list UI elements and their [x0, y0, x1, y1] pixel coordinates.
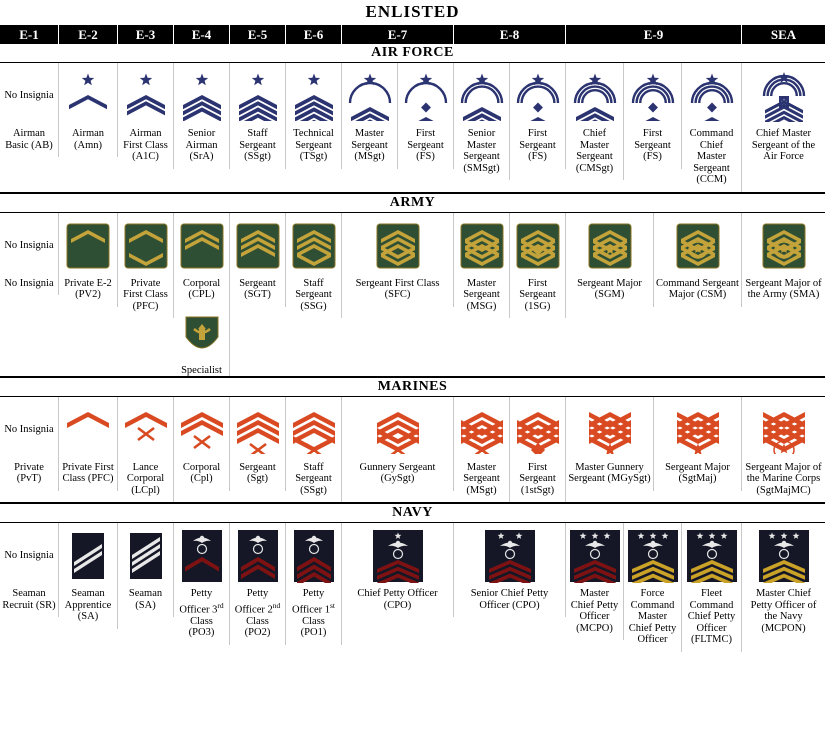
- rank-row: [0, 213, 825, 376]
- rank-cell: [454, 397, 510, 503]
- rank-insignia-af-ssgt: [230, 67, 285, 125]
- rank-cell: [510, 63, 566, 169]
- rank-insignia-nv-po3: [174, 527, 229, 585]
- rank-insignia-af-fs8: [510, 67, 565, 125]
- rank-insignia-af-sra: [174, 67, 229, 125]
- rank-insignia-nv-cpo: [342, 527, 453, 585]
- rank-insignia-mc-sgtmaj: [654, 401, 741, 459]
- rank-title: Sergeant First Class (SFC): [355, 277, 440, 300]
- rank-cell: [230, 523, 286, 645]
- rank-cell: [118, 523, 174, 617]
- rank-insignia-nv-sa3: [118, 527, 173, 585]
- rank-insignia-nv-sa2: [59, 527, 117, 585]
- rank-cell: [230, 213, 286, 307]
- rank-title: Seaman Apprentice (SA): [64, 588, 112, 622]
- rank-title: Private First Class (PFC): [62, 461, 114, 484]
- rank-cell: [624, 523, 682, 652]
- rank-title: Petty Officer 2nd Class (PO2): [234, 588, 281, 638]
- rank-cell: [118, 63, 174, 169]
- rank-cell: [59, 63, 118, 157]
- rank-title: Staff Sergeant (SSgt): [239, 128, 276, 162]
- rank-cell: [342, 397, 454, 491]
- rank-row: [0, 397, 825, 503]
- rank-insignia-nv-po2: [230, 527, 285, 585]
- rank-title: Airman First Class (A1C): [123, 128, 168, 162]
- rank-cell: [59, 397, 118, 491]
- rank-insignia-mc-msgt: [454, 401, 509, 459]
- rank-cell: [624, 63, 682, 169]
- rank-insignia-nv-fltmc: [682, 527, 741, 585]
- rank-title: Master Chief Petty Officer (MCPO): [570, 588, 619, 634]
- rank-insignia-af-tsgt: [286, 67, 341, 125]
- rank-insignia-mc-mgysgt: [566, 401, 653, 459]
- rank-cell: [566, 213, 654, 307]
- rank-insignia-af-msgt: [342, 67, 397, 125]
- page-title: ENLISTED: [365, 2, 460, 21]
- rank-title: Senior Master Sergeant (SMSgt): [463, 128, 500, 174]
- rank-cell: [742, 213, 825, 307]
- rank-cell: [118, 213, 174, 319]
- rank-title: Technical Sergeant (TSgt): [293, 128, 334, 162]
- rank-title: Private (PvT): [14, 461, 44, 484]
- rank-cell: [566, 397, 654, 491]
- rank-cell: [286, 213, 342, 319]
- rank-cell: [566, 63, 624, 180]
- rank-cell: [0, 523, 59, 617]
- rank-title: Sergeant (Sgt): [239, 461, 276, 484]
- rank-title: Corporal (CPL): [182, 277, 221, 300]
- rank-title: Sergeant (SGT): [239, 277, 276, 300]
- rank-cell: [230, 397, 286, 491]
- rank-title: Chief Master Sergeant of the Air Force: [751, 128, 816, 162]
- rank-cell: [510, 213, 566, 319]
- rank-insignia-ar-sfc: [342, 217, 453, 275]
- rank-insignia-ar-ssg: [286, 217, 341, 275]
- rank-cell: [654, 213, 742, 307]
- rank-extra: [174, 307, 229, 376]
- rank-title: Command Chief Master Sergeant (CCM): [689, 128, 734, 185]
- rank-cell: [742, 397, 825, 503]
- rank-insignia-nv-po1: [286, 527, 341, 585]
- branch-title: NAVY: [0, 502, 825, 523]
- branch-section-army: [0, 192, 825, 376]
- grade-header-e-1: E-1: [0, 25, 59, 44]
- rank-title: Master Gunnery Sergeant (MGySgt): [568, 461, 651, 484]
- rank-insignia-nv-scpo: [454, 527, 565, 585]
- rank-insignia-ar-spc: [174, 307, 229, 365]
- rank-cell: [174, 397, 230, 491]
- rank-cell: [0, 63, 59, 157]
- rank-title: Gunnery Sergeant (GySgt): [359, 461, 436, 484]
- rank-cell: [286, 523, 342, 645]
- grade-header-e-6: E-6: [286, 25, 342, 44]
- rank-title: First Sergeant (FS): [519, 128, 556, 162]
- rank-cell: [682, 523, 742, 652]
- rank-insignia-af-smsgt: [454, 67, 509, 125]
- rank-title: Petty Officer 3rd Class (PO3): [179, 588, 224, 638]
- rank-cell: [566, 523, 624, 640]
- rank-title: Lance Corporal (LCpl): [126, 461, 165, 496]
- rank-title: Seaman Recruit (SR): [2, 588, 56, 611]
- rank-insignia-nv-fcmc: [624, 527, 681, 585]
- rank-insignia-ar-cpl: [174, 217, 229, 275]
- rank-title: Chief Master Sergeant (CMSgt): [575, 128, 614, 174]
- rank-title: Corporal (Cpl): [182, 461, 221, 484]
- rank-title: Sergeant Major of the Marine Corps (SgtMajMC): [745, 461, 822, 496]
- grade-header-e-3: E-3: [118, 25, 174, 44]
- rank-cell: [174, 63, 230, 169]
- rank-insignia-mc-cpl: [174, 401, 229, 459]
- rank-insignia-ar-1sg: [510, 217, 565, 275]
- rank-insignia-af-fs7: [398, 67, 453, 125]
- rank-insignia-af-amn: [59, 67, 117, 125]
- rank-extra-label: Specialist: [181, 364, 222, 376]
- rank-cell: [59, 523, 118, 629]
- rank-cell: [59, 213, 118, 307]
- rank-cell: [454, 63, 510, 180]
- branch-section-navy: [0, 502, 825, 652]
- rank-title: Master Sergeant (MSG): [463, 277, 500, 312]
- no-insignia-label: No Insignia: [4, 239, 54, 251]
- grade-header-e-2: E-2: [59, 25, 118, 44]
- rank-insignia-af-ccm: [682, 67, 741, 125]
- rank-insignia-ar-pfc: [118, 217, 173, 275]
- rank-title: Airman Basic (AB): [5, 128, 53, 151]
- branch-section-marines: [0, 376, 825, 503]
- no-insignia-label: No Insignia: [4, 423, 54, 435]
- rank-cell: [454, 213, 510, 319]
- rank-cell: [654, 397, 742, 491]
- rank-cell: [118, 397, 174, 503]
- rank-insignia-ar-pv2: [59, 217, 117, 275]
- rank-cell: [682, 63, 742, 192]
- rank-title: No Insignia: [4, 277, 54, 289]
- rank-title: Private E-2 (PV2): [64, 277, 112, 300]
- rank-insignia-mc-sgtmajmc: [742, 401, 825, 459]
- rank-title: Staff Sergeant (SSgt): [295, 461, 332, 496]
- rank-cell: [286, 397, 342, 503]
- branch-sections: [0, 44, 825, 652]
- grade-header-e-9: E-9: [566, 25, 742, 44]
- branch-title: ARMY: [0, 192, 825, 213]
- rank-title: Staff Sergeant (SSG): [295, 277, 332, 312]
- rank-insignia-nv-mcpo: [566, 527, 623, 585]
- rank-title: Command Sergeant Major (CSM): [656, 277, 739, 300]
- rank-cell: [0, 213, 59, 296]
- grade-header-sea: SEA: [770, 27, 797, 42]
- rank-title: First Sergeant (FS): [407, 128, 444, 162]
- rank-insignia-mc-ssgt: [286, 401, 341, 459]
- rank-cell: [342, 63, 398, 169]
- rank-insignia-ar-sma: [742, 217, 825, 275]
- branch-title: AIR FORCE: [0, 44, 825, 63]
- grade-header-e-7: E-7: [342, 25, 454, 44]
- rank-title: Senior Chief Petty Officer (CPO): [470, 588, 549, 611]
- rank-title: Master Sergeant (MSgt): [351, 128, 388, 162]
- rank-title: Seaman (SA): [128, 588, 163, 611]
- rank-title: Petty Officer 1st Class (PO1): [291, 588, 335, 638]
- rank-title: Sergeant Major of the Army (SMA): [745, 277, 822, 300]
- rank-title: Airman (Amn): [71, 128, 105, 151]
- rank-insignia-nv-mcpon: [742, 527, 825, 585]
- rank-cell: [510, 397, 566, 503]
- rank-title: Fleet Command Chief Petty Officer (FLTMC): [687, 588, 736, 645]
- rank-cell: [398, 63, 454, 169]
- rank-title: Senior Airman (SrA): [185, 128, 218, 162]
- rank-cell: [342, 213, 454, 307]
- rank-title: First Sergeant (1SG): [519, 277, 556, 312]
- rank-insignia-mc-1stsgt: [510, 401, 565, 459]
- rank-cell: [174, 213, 230, 376]
- rank-cell: [286, 63, 342, 169]
- rank-title: Chief Petty Officer (CPO): [357, 588, 438, 611]
- rank-cell: [174, 523, 230, 645]
- rank-title: Master Chief Petty Officer of the Navy (MCPON): [750, 588, 817, 634]
- no-insignia-label: No Insignia: [4, 550, 54, 561]
- branch-section-air-force: [0, 44, 825, 192]
- rank-title: Sergeant Major (SGM): [577, 277, 642, 300]
- rank-insignia-ar-msg: [454, 217, 509, 275]
- rank-insignia-af-fs9: [624, 67, 681, 125]
- rank-insignia-mc-gysgt: [342, 401, 453, 459]
- rank-insignia-af-a1c: [118, 67, 173, 125]
- rank-title: First Sergeant (1stSgt): [519, 461, 556, 496]
- rank-cell: [342, 523, 454, 617]
- rank-insignia-ar-csm: [654, 217, 741, 275]
- rank-title: First Sergeant (FS): [634, 128, 671, 162]
- rank-insignia-af-cmsgt: [566, 67, 623, 125]
- rank-cell: [742, 523, 825, 640]
- rank-title: Master Sergeant (MSgt): [463, 461, 500, 496]
- rank-insignia-mc-sgt: [230, 401, 285, 459]
- rank-title: Force Command Master Chief Petty Officer: [628, 588, 677, 645]
- rank-cell: [742, 63, 825, 169]
- rank-cell: [230, 63, 286, 169]
- rank-title: Sergeant Major (SgtMaj): [665, 461, 730, 484]
- rank-insignia-af-cmsaf: [742, 67, 825, 125]
- rank-insignia-mc-pfc: [59, 401, 117, 459]
- grade-header-e-4: E-4: [174, 25, 230, 44]
- rank-insignia-ar-sgt: [230, 217, 285, 275]
- rank-insignia-ar-sgm: [566, 217, 653, 275]
- rank-row: [0, 523, 825, 652]
- grade-header-row: [0, 25, 825, 44]
- grade-header-e-8: E-8: [454, 25, 566, 44]
- rank-cell: [454, 523, 566, 617]
- grade-header-e-5: E-5: [230, 25, 286, 44]
- rank-cell: [0, 397, 59, 491]
- rank-title: Private First Class (PFC): [123, 277, 168, 312]
- rank-insignia-mc-lcpl: [118, 401, 173, 459]
- branch-title: MARINES: [0, 376, 825, 397]
- no-insignia-label: No Insignia: [4, 90, 54, 101]
- rank-row: [0, 63, 825, 192]
